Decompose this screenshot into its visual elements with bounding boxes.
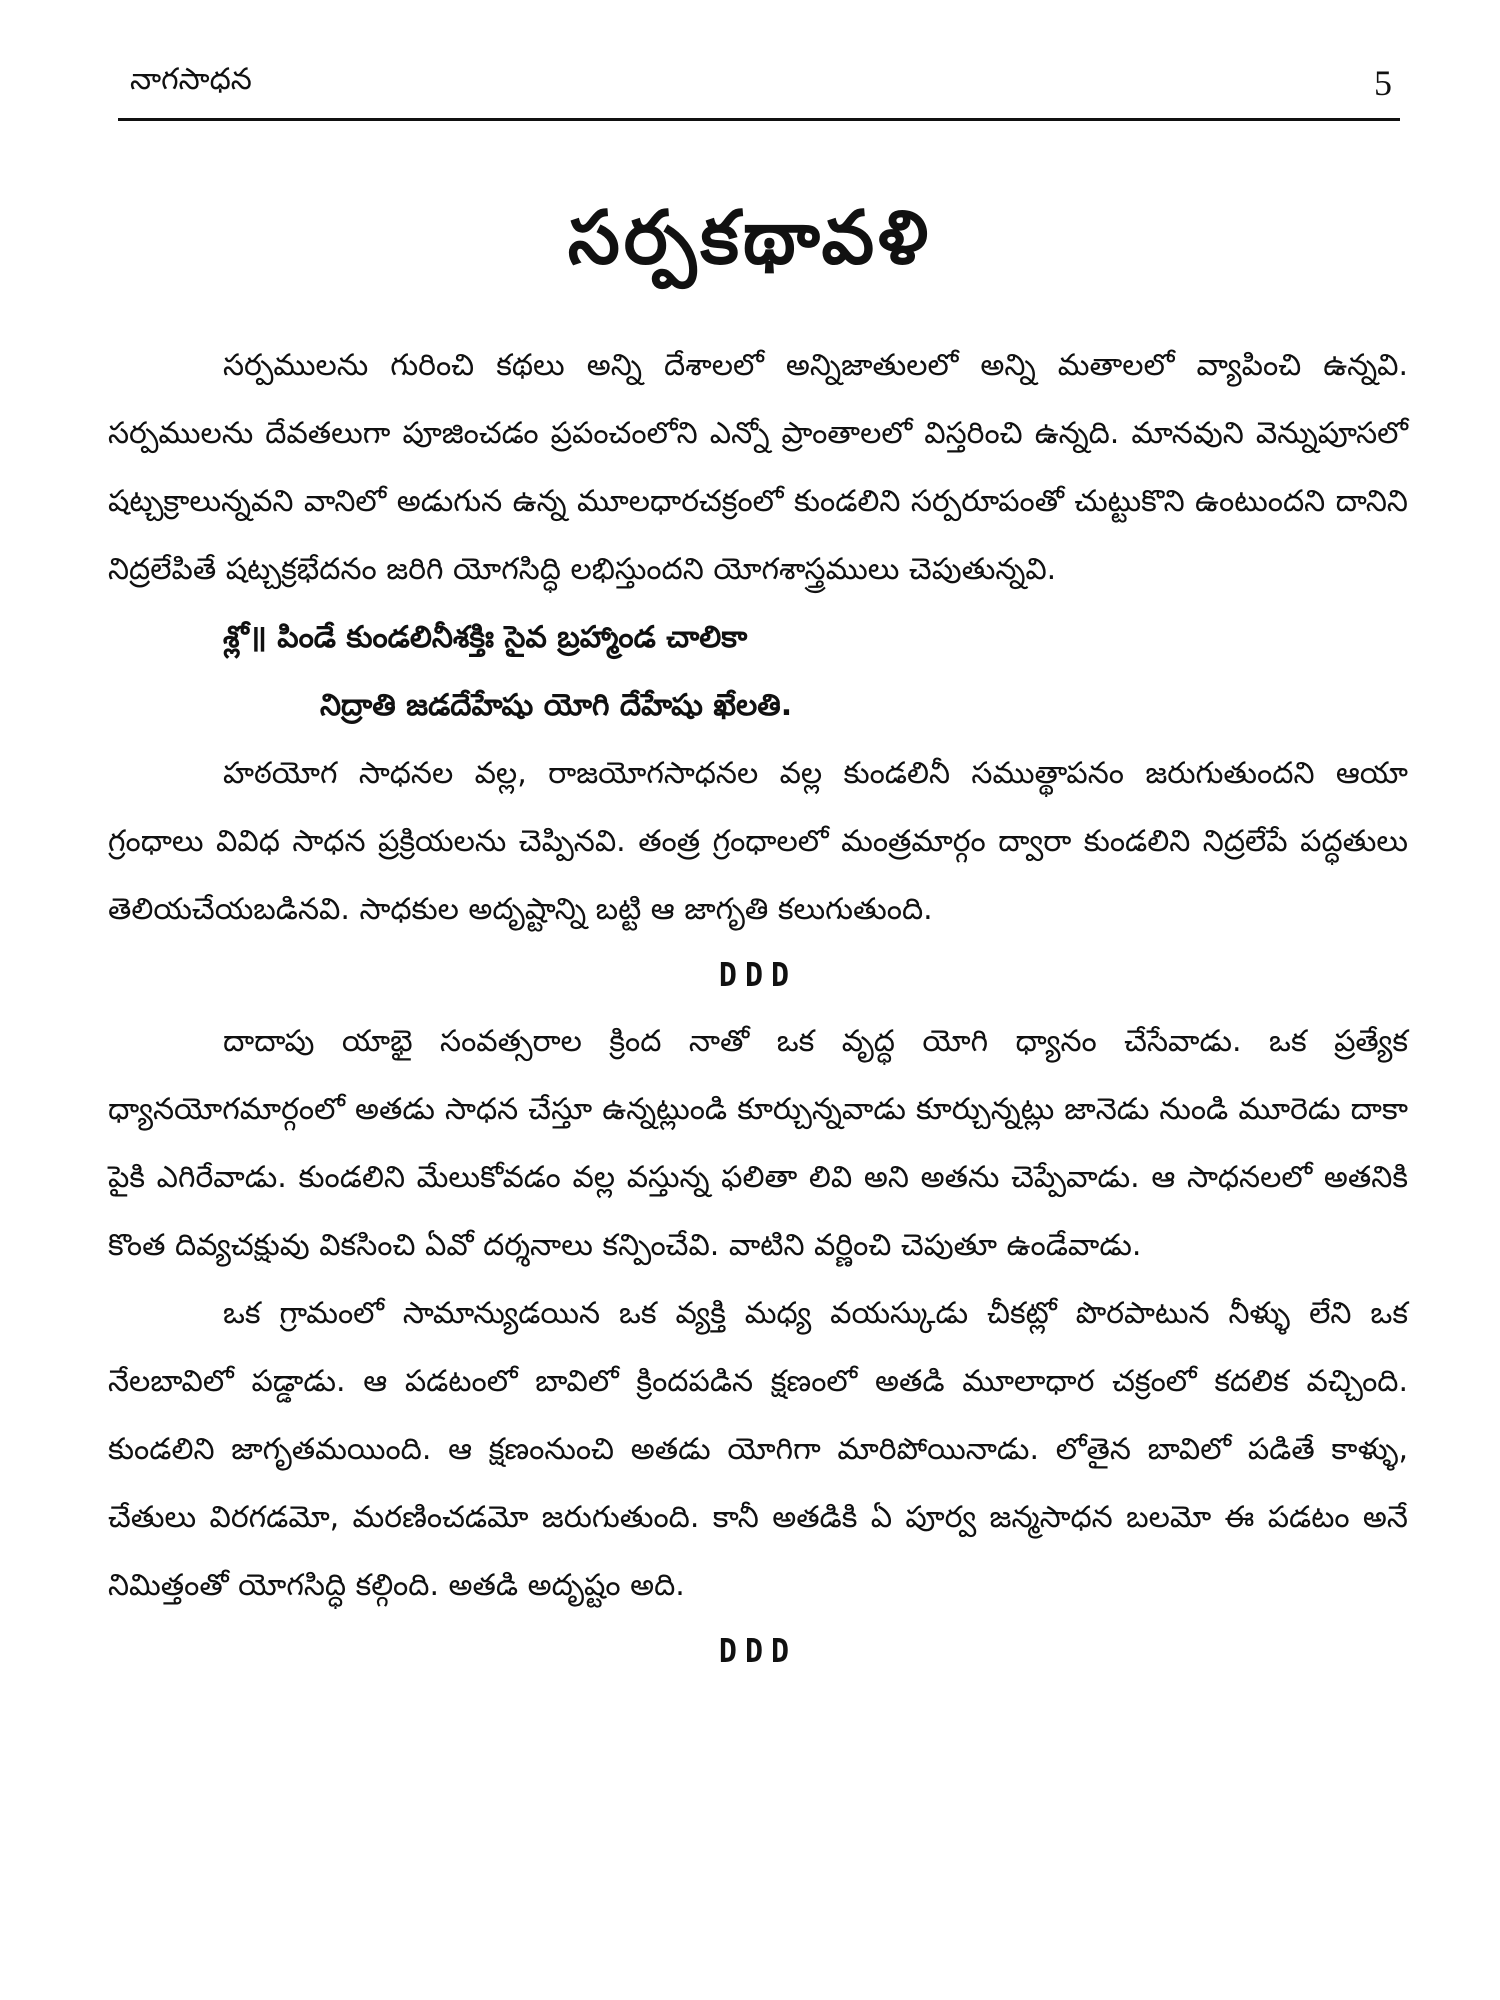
book-title: నాగసాధన [130,62,252,97]
page-body [108,332,1408,1684]
running-header [118,56,1400,121]
page-number: 5 [1374,63,1392,103]
paragraph-3: దాదాపు యాభై సంవత్సరాల క్రింద నాతో ఒక వృద్ధ యోగి ధ్యానం చేసేవాడు. ఒక ప్రత్యేక ధ్యానయోగమార్గంలో అతడు సాధన చేస్తూ ఉన్నట్లుండి కూర్చున్నవాడు కూర్చున్నట్లు జానెడు నుండి మూరెడు దాకా పైకి ఎగిరేవాడు. కుండలిని మేలుకోవడం వల్ల వస్తున్న ఫలితా లివి అని అతను చెప్పేవాడు. ఆ సాధనలలో అతనికి కొంత దివ్యచక్షువు వికసించి ఏవో దర్శనాలు కన్పించేవి. వాటిని వర్ణించి చెపుతూ ఉండేవాడు. [108,1024,1408,1263]
shloka-line-1: శ్లో॥ పిండే కుండలినీశక్తిః సైవ బ్రహ్మాండ చాలికా [223,620,748,655]
paragraph-2: హఠయోగ సాధనల వల్ల, రాజయోగసాధనల వల్ల కుండలినీ సముత్థాపనం జరుగుతుందని ఆయా గ్రంధాలు వివిధ సాధన ప్రక్రియలను చెప్పినవి. తంత్ర గ్రంధాలలో మంత్రమార్గం ద్వారా కుండలిని నిద్రలేపే పద్ధతులు తెలియచేయబడినవి. సాధకుల అదృష్టాన్ని బట్టి ఆ జాగృతి కలుగుతుంది. [108,756,1408,927]
shloka-line-2: నిద్రాతి జడదేహేషు యోగి దేహేషు ఖేలతి. [320,688,793,723]
chapter-title: సర్పకథావళి [567,195,933,281]
section-separator-1: DDD [718,956,798,995]
paragraph-4: ఒక గ్రామంలో సామాన్యుడయిన ఒక వ్యక్తి మధ్య వయస్కుడు చీకట్లో పొరపాటున నీళ్ళు లేని ఒక నేలబావిలో పడ్డాడు. ఆ పడటంలో బావిలో క్రిందపడిన క్షణంలో అతడి మూలాధార చక్రంలో కదలిక వచ్చింది. కుండలిని జాగృతమయింది. ఆ క్షణంనుంచి అతడు యోగిగా మారిపోయినాడు. లోతైన బావిలో పడితే కాళ్ళు, చేతులు విరగడమో, మరణించడమో జరుగుతుంది. కానీ అతడికి ఏ పూర్వ జన్మసాధన బలమో ఈ పడటం అనే నిమిత్తంతో యోగసిద్ధి కల్గింది. అతడి అదృష్టం అది. [108,1296,1408,1603]
paragraph-1: సర్పములను గురించి కథలు అన్ని దేశాలలో అన్నిజాతులలో అన్ని మతాలలో వ్యాపించి ఉన్నవి. సర్పములను దేవతలుగా పూజించడం ప్రపంచంలోని ఎన్నో ప్రాంతాలలో విస్తరించి ఉన్నది. మానవుని వెన్నుపూసలో షట్చక్రాలున్నవని వానిలో అడుగున ఉన్న మూలధారచక్రంలో కుండలిని సర్పరూపంతో చుట్టుకొని ఉంటుందని దానిని నిద్రలేపితే షట్చక్రభేదనం జరిగి యోగసిద్ధి లభిస్తుందని యోగశాస్త్రములు చెపుతున్నవి. [108,348,1408,587]
section-separator-2: DDD [718,1632,798,1671]
